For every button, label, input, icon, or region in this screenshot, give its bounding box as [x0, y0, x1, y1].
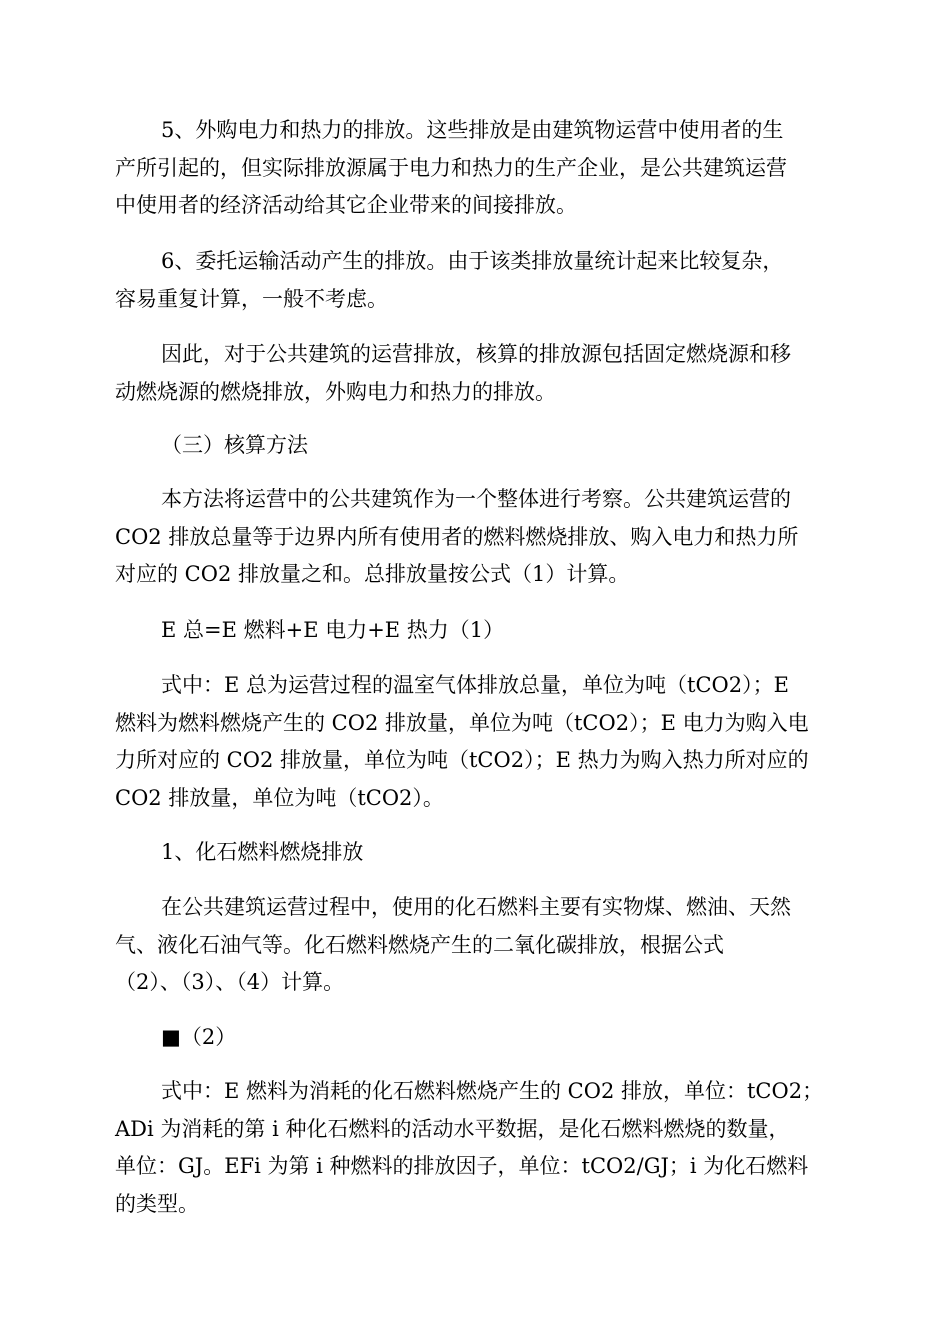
text-line: 在公共建筑运营过程中，使用的化石燃料主要有实物煤、燃油、天然 [161, 895, 791, 919]
paragraph-formula-2-explanation [115, 1073, 835, 1223]
text-line: 对应的 CO2 排放量之和。总排放量按公式（1）计算。 [115, 562, 630, 586]
text-line: 动燃烧源的燃烧排放，外购电力和热力的排放。 [115, 379, 556, 404]
formula-1 [115, 612, 835, 650]
paragraph-fossil-fuel [115, 889, 835, 1002]
text-line: E 总=E 燃料+E 电力+E 热力（1） [161, 618, 505, 642]
text-line: 容易重复计算，一般不考虑。 [115, 286, 388, 311]
text-line: 式中：E 燃料为消耗的化石燃料燃烧产生的 CO2 排放，单位：tCO2； [161, 1079, 824, 1103]
text-line: CO2 排放量，单位为吨（tCO2）。 [115, 785, 444, 810]
paragraph-transport [115, 243, 835, 318]
text-line: 气、液化石油气等。化石燃料燃烧产生的二氧化碳排放，根据公式 [115, 932, 724, 957]
paragraph-method-overview [115, 481, 835, 594]
formula-2-placeholder [115, 1019, 835, 1057]
text-line: 本方法将运营中的公共建筑作为一个整体进行考察。公共建筑运营的 [161, 487, 791, 511]
text-line: CO2 排放总量等于边界内所有使用者的燃料燃烧排放、购入电力和热力所 [115, 524, 799, 549]
paragraph-conclusion [115, 336, 835, 411]
text-line: ■（2） [161, 1025, 237, 1049]
section-heading-accounting-method [115, 427, 835, 465]
text-line: ADi 为消耗的第 i 种化石燃料的活动水平数据，是化石燃料燃烧的数量， [115, 1116, 790, 1141]
text-line: 单位：GJ。EFi 为第 i 种燃料的排放因子，单位：tCO2/GJ；i 为化石燃料 [115, 1154, 809, 1178]
text-line: 中使用者的经济活动给其它企业带来的间接排放。 [115, 193, 577, 217]
text-line: 5、外购电力和热力的排放。这些排放是由建筑物运营中使用者的生 [161, 118, 784, 142]
text-line: 式中：E 总为运营过程的温室气体排放总量，单位为吨（tCO2）；E [161, 673, 789, 697]
text-line: 燃料为燃料燃烧产生的 CO2 排放量，单位为吨（tCO2）；E 电力为购入电 [115, 710, 809, 735]
text-line: 1、化石燃料燃烧排放 [161, 840, 364, 864]
text-line: 因此，对于公共建筑的运营排放，核算的排放源包括固定燃烧源和移 [161, 342, 791, 366]
text-line: 6、委托运输活动产生的排放。由于该类排放量统计起来比较复杂， [161, 249, 784, 273]
text-line: 力所对应的 CO2 排放量，单位为吨（tCO2）；E 热力为购入热力所对应的 [115, 748, 809, 772]
text-line: （三）核算方法 [161, 433, 308, 457]
paragraph-purchased-power-heat [115, 112, 835, 225]
text-line: 的类型。 [115, 1191, 199, 1216]
subheading-fossil-fuel [115, 834, 835, 872]
text-line: 产所引起的，但实际排放源属于电力和热力的生产企业，是公共建筑运营 [115, 155, 787, 180]
paragraph-formula-1-explanation [115, 667, 835, 817]
text-line: （2）、（3）、（4）计算。 [115, 970, 345, 994]
